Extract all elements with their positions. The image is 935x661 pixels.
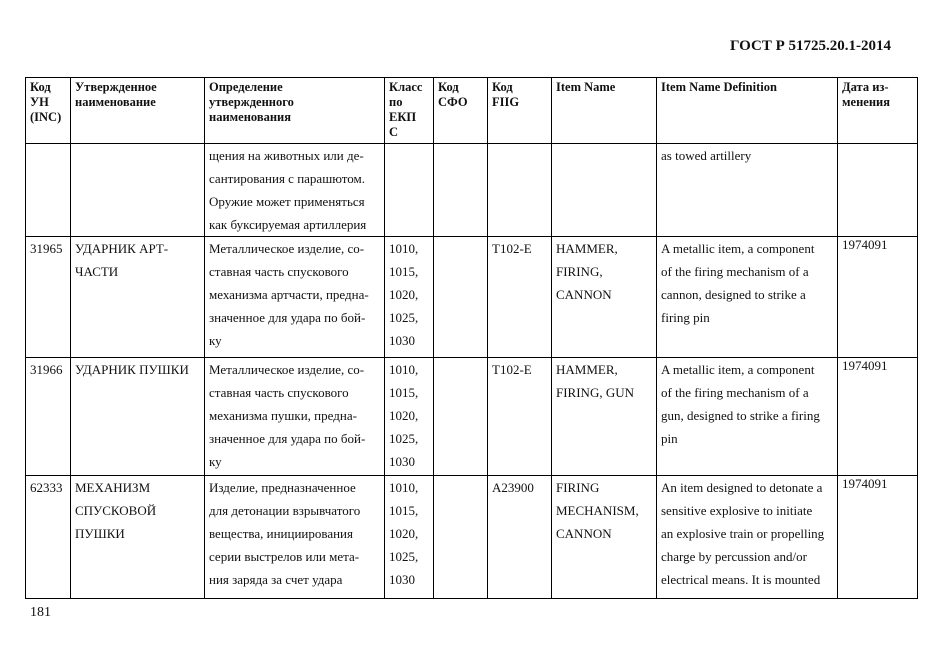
cell-definition-line: Металлическое изделие, со- bbox=[209, 241, 365, 256]
cell-item-name-line: CANNON bbox=[556, 526, 612, 541]
cell-date: 1974091 bbox=[838, 237, 918, 358]
header-col-item-def bbox=[657, 78, 838, 144]
header-line: Класс bbox=[389, 80, 423, 94]
header-col-date bbox=[838, 78, 918, 144]
cell-code bbox=[26, 144, 71, 237]
cell-item-name-line: FIRING, GUN bbox=[556, 385, 634, 400]
header-col-class bbox=[385, 78, 434, 144]
header-col-sfo bbox=[434, 78, 488, 144]
cell-definition-line: Изделие, предназначенное bbox=[209, 480, 356, 495]
cell-name-line: УДАРНИК ПУШКИ bbox=[75, 362, 189, 377]
header-line: FIIG bbox=[492, 95, 520, 109]
header-line: Определение bbox=[209, 80, 283, 94]
cell-item-def-line: electrical means. It is mounted bbox=[661, 572, 821, 587]
cell-item-def-line: sensitive explosive to initiate bbox=[661, 503, 813, 518]
cell-class-line: 1015, bbox=[389, 385, 419, 400]
cell-name-line: МЕХАНИЗМ bbox=[75, 480, 151, 495]
cell-item-def bbox=[657, 237, 838, 358]
header-line: наименование bbox=[75, 95, 156, 109]
cell-item-def-line: An item designed to detonate a bbox=[661, 480, 823, 495]
cell-item-name bbox=[552, 144, 657, 237]
header-line: СФО bbox=[438, 95, 468, 109]
cell-class-line: 1010, bbox=[389, 241, 419, 256]
cell-definition-line: серии выстрелов или мета- bbox=[209, 549, 360, 564]
cell-class-line: 1010, bbox=[389, 362, 419, 377]
cell-fiig: T102-E bbox=[488, 358, 552, 476]
header-line: утвержденного bbox=[209, 95, 294, 109]
cell-sfo bbox=[434, 237, 488, 358]
header-line: менения bbox=[842, 95, 890, 109]
catalog-table bbox=[25, 77, 918, 599]
table-row bbox=[26, 476, 918, 599]
cell-definition bbox=[205, 476, 385, 599]
cell-item-name-line: HAMMER, bbox=[556, 362, 618, 377]
cell-definition-line: для детонации взрывчатого bbox=[209, 503, 361, 518]
header-line: ЕКП bbox=[389, 110, 417, 124]
cell-date bbox=[838, 144, 918, 237]
cell-item-def-line: of the firing mechanism of a bbox=[661, 385, 809, 400]
cell-class-line: 1020, bbox=[389, 408, 419, 423]
header-col-code-inc bbox=[26, 78, 71, 144]
cell-item-name bbox=[552, 237, 657, 358]
cell-class-line: 1030 bbox=[389, 454, 415, 469]
cell-definition-line: ставная часть спускового bbox=[209, 264, 349, 279]
cell-date: 1974091 bbox=[838, 476, 918, 599]
cell-item-name-line: FIRING bbox=[556, 480, 600, 495]
cell-item-name-line: FIRING, bbox=[556, 264, 603, 279]
cell-class bbox=[385, 237, 434, 358]
cell-item-name bbox=[552, 358, 657, 476]
cell-fiig bbox=[488, 144, 552, 237]
cell-item-def-line: gun, designed to strike a firing bbox=[661, 408, 820, 423]
cell-definition-line: ку bbox=[209, 333, 222, 348]
cell-code: 62333 bbox=[26, 476, 71, 599]
cell-class-line: 1010, bbox=[389, 480, 419, 495]
cell-definition bbox=[205, 358, 385, 476]
cell-sfo bbox=[434, 358, 488, 476]
cell-date: 1974091 bbox=[838, 358, 918, 476]
cell-definition-line: вещества, инициирования bbox=[209, 526, 353, 541]
table-row bbox=[26, 237, 918, 358]
cell-item-name-line: CANNON bbox=[556, 287, 612, 302]
header-col-fiig bbox=[488, 78, 552, 144]
header-line: по bbox=[389, 95, 403, 109]
cell-definition-line: как буксируемая артиллерия bbox=[209, 217, 367, 232]
cell-definition-line: Оружие может применяться bbox=[209, 194, 365, 209]
cell-name bbox=[71, 358, 205, 476]
document-standard-number: ГОСТ Р 51725.20.1-2014 bbox=[729, 38, 891, 54]
table-row bbox=[26, 144, 918, 237]
cell-definition-line: значенное для удара по бой- bbox=[209, 310, 366, 325]
cell-name-line: УДАРНИК АРТ- bbox=[75, 241, 169, 256]
cell-fiig: T102-E bbox=[488, 237, 552, 358]
header-line: Дата из- bbox=[842, 80, 889, 94]
header-line: Item Name bbox=[556, 80, 616, 94]
cell-class-line: 1030 bbox=[389, 333, 415, 348]
cell-item-def-line: as towed artillery bbox=[661, 148, 752, 163]
cell-class-line: 1030 bbox=[389, 572, 415, 587]
header-line: наименования bbox=[209, 110, 292, 124]
cell-sfo bbox=[434, 144, 488, 237]
cell-class bbox=[385, 144, 434, 237]
cell-name-line: ПУШКИ bbox=[75, 526, 125, 541]
header-line: Утвержденное bbox=[75, 80, 157, 94]
cell-name bbox=[71, 476, 205, 599]
cell-item-def bbox=[657, 358, 838, 476]
cell-name-line: СПУСКОВОЙ bbox=[75, 503, 157, 518]
cell-class-line: 1015, bbox=[389, 264, 419, 279]
cell-definition-line: механизма пушки, предна- bbox=[209, 408, 357, 423]
header-line: (INC) bbox=[30, 110, 62, 124]
cell-class-line: 1015, bbox=[389, 503, 419, 518]
cell-class-line: 1025, bbox=[389, 431, 419, 446]
cell-definition-line: механизма артчасти, предна- bbox=[209, 287, 369, 302]
header-col-definition bbox=[205, 78, 385, 144]
header-col-item-name bbox=[552, 78, 657, 144]
cell-definition-line: щения на животных или де- bbox=[209, 148, 364, 163]
cell-definition-line: сантирования с парашютом. bbox=[209, 171, 365, 186]
cell-definition-line: ку bbox=[209, 454, 222, 469]
cell-item-def-line: A metallic item, a component bbox=[661, 241, 815, 256]
table-header-row bbox=[26, 78, 918, 144]
cell-code: 31966 bbox=[26, 358, 71, 476]
cell-item-def-line: an explosive train or propelling bbox=[661, 526, 825, 541]
cell-item-def-line: of the firing mechanism of a bbox=[661, 264, 809, 279]
cell-class-line: 1025, bbox=[389, 310, 419, 325]
cell-item-def-line: charge by percussion and/or bbox=[661, 549, 807, 564]
cell-item-def-line: firing pin bbox=[661, 310, 710, 325]
header-col-approved-name bbox=[71, 78, 205, 144]
cell-definition-line: значенное для удара по бой- bbox=[209, 431, 366, 446]
cell-class-line: 1020, bbox=[389, 287, 419, 302]
header-line: С bbox=[389, 125, 399, 139]
cell-item-name-line: MECHANISM, bbox=[556, 503, 639, 518]
table-body bbox=[26, 144, 918, 599]
page-number: 181 bbox=[30, 605, 51, 620]
cell-class bbox=[385, 358, 434, 476]
cell-fiig: A23900 bbox=[488, 476, 552, 599]
cell-item-def-line: A metallic item, a component bbox=[661, 362, 815, 377]
cell-definition-line: Металлическое изделие, со- bbox=[209, 362, 365, 377]
cell-item-def bbox=[657, 144, 838, 237]
cell-class bbox=[385, 476, 434, 599]
header-line: УН bbox=[30, 95, 49, 109]
cell-class-line: 1025, bbox=[389, 549, 419, 564]
header-line: Код bbox=[438, 80, 459, 94]
cell-name-line: ЧАСТИ bbox=[75, 264, 119, 279]
cell-definition bbox=[205, 237, 385, 358]
cell-definition-line: ставная часть спускового bbox=[209, 385, 349, 400]
header-line: Код bbox=[492, 80, 513, 94]
table-row bbox=[26, 358, 918, 476]
cell-item-def bbox=[657, 476, 838, 599]
header-line: Код bbox=[30, 80, 51, 94]
cell-name bbox=[71, 144, 205, 237]
header-line: Item Name Definition bbox=[661, 80, 777, 94]
cell-item-def-line: cannon, designed to strike a bbox=[661, 287, 806, 302]
cell-sfo bbox=[434, 476, 488, 599]
cell-code: 31965 bbox=[26, 237, 71, 358]
cell-item-name bbox=[552, 476, 657, 599]
cell-item-name-line: HAMMER, bbox=[556, 241, 618, 256]
cell-item-def-line: pin bbox=[661, 431, 678, 446]
cell-class-line: 1020, bbox=[389, 526, 419, 541]
cell-definition-line: ния заряда за счет удара bbox=[209, 572, 343, 587]
cell-name bbox=[71, 237, 205, 358]
cell-definition bbox=[205, 144, 385, 237]
